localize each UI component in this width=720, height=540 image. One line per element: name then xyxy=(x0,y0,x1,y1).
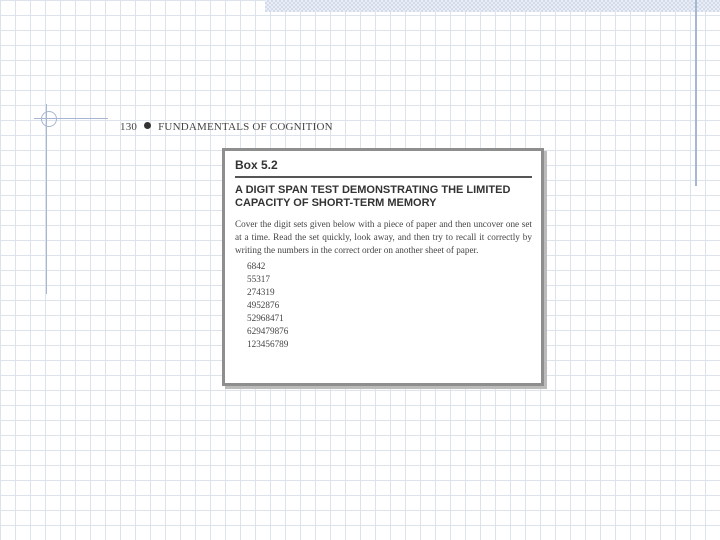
digit-set-list xyxy=(247,260,532,351)
left-accent-rule xyxy=(46,104,47,294)
digit-set: 629479876 xyxy=(247,326,289,336)
page-header xyxy=(120,121,333,133)
top-decorative-band xyxy=(265,0,720,12)
digit-set: 274319 xyxy=(247,287,275,297)
digit-set: 4952876 xyxy=(247,300,280,310)
digit-set: 52968471 xyxy=(247,313,284,323)
page-number: 130 xyxy=(120,121,138,133)
corner-circle-ornament xyxy=(41,111,57,127)
digit-set: 123456789 xyxy=(247,339,289,349)
box-title xyxy=(235,184,532,210)
box-title-line-1: A DIGIT SPAN TEST DEMONSTRATING THE LIMITED xyxy=(235,184,511,196)
box-label: Box 5.2 xyxy=(235,158,532,178)
digit-set: 55317 xyxy=(247,274,270,284)
section-title: FUNDAMENTALS OF COGNITION xyxy=(158,121,333,133)
box-instructions: Cover the digit sets given below with a piece of paper and then uncover one set at a time. Read the set quickly, look away, and then try to recall it correctly by writing the numbers in the correct order on another sheet of paper. xyxy=(235,219,532,255)
header-bullet-icon xyxy=(144,122,151,129)
box-title-line-2: CAPACITY OF SHORT-TERM MEMORY xyxy=(235,197,437,209)
box-5-2 xyxy=(222,148,544,386)
digit-set: 6842 xyxy=(247,261,266,271)
right-accent-rule xyxy=(695,0,697,186)
